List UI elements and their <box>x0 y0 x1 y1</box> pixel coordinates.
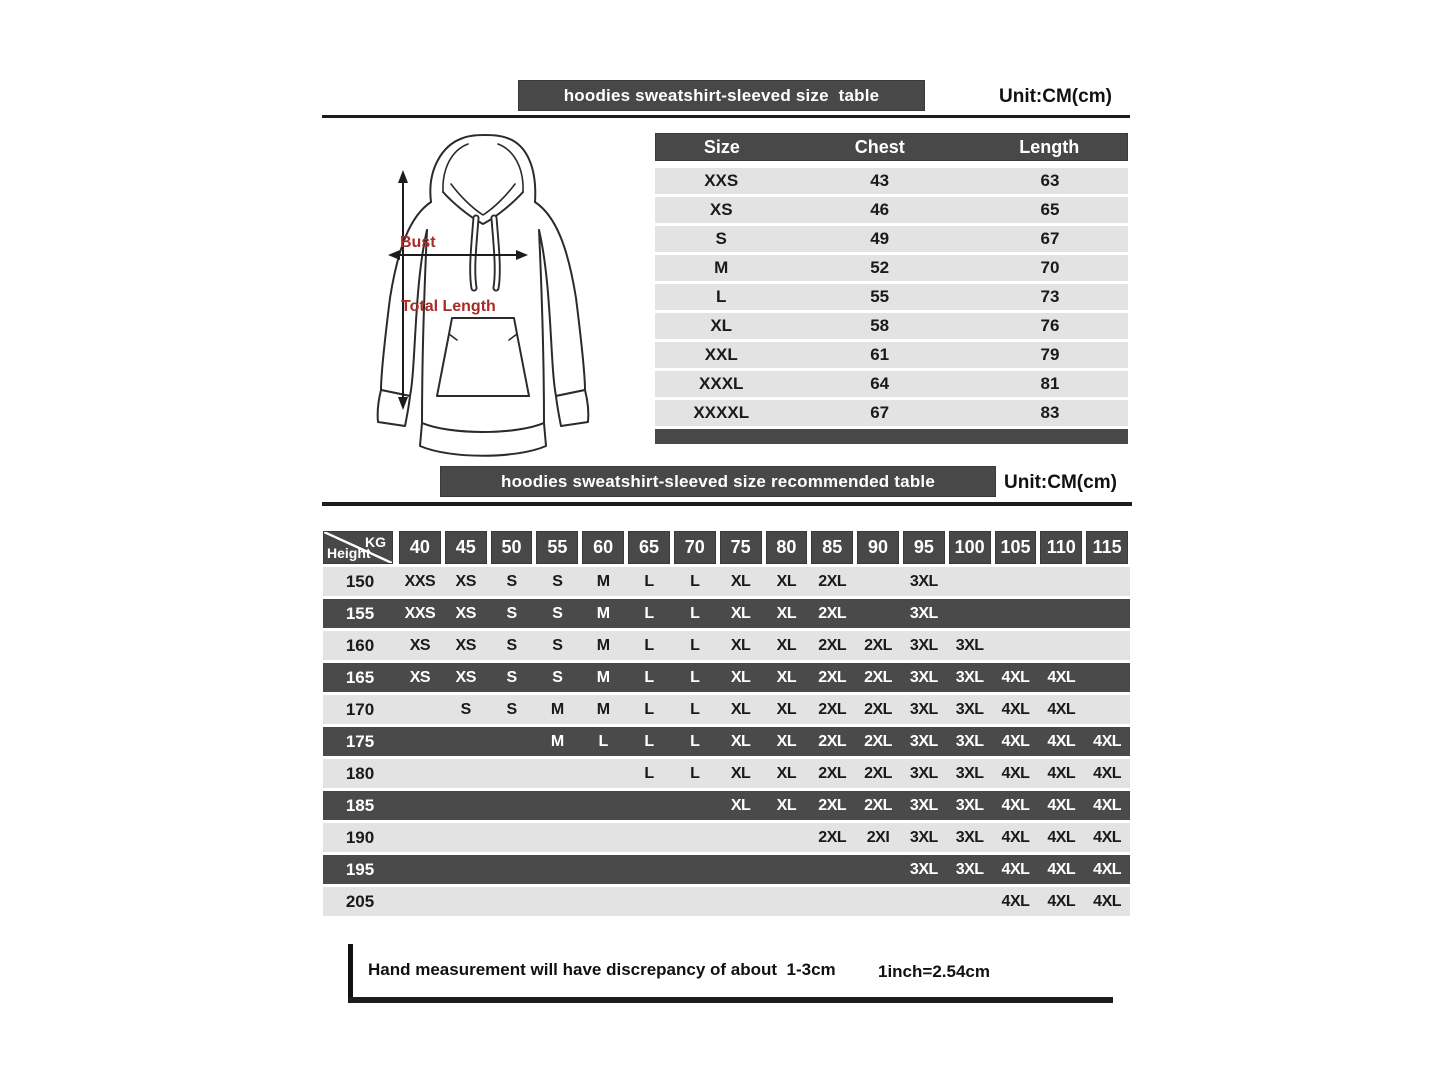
height-label: 195 <box>345 859 375 879</box>
size-recommendation-cell: 3XL <box>955 764 984 782</box>
size-recommendation-cell: 4XL <box>1093 796 1122 814</box>
size-recommendation-cell: 2XL <box>864 668 892 686</box>
size-recommendation-cell: 3XL <box>909 636 938 654</box>
size-table-row <box>655 168 1128 194</box>
size-recommendation-cell: XL <box>730 796 751 814</box>
size-recommendation-cell: 4XL <box>1047 860 1076 878</box>
size-recommendation-cell: M <box>596 572 610 590</box>
bust-label: Bust <box>400 234 436 251</box>
left-cuff <box>378 390 410 426</box>
size-recommendation-cell: S <box>506 604 517 622</box>
size-recommendation-cell: 3XL <box>955 796 984 814</box>
height-label: 165 <box>345 667 375 687</box>
size-recommendation-cell: 3XL <box>909 828 938 846</box>
size-recommendation-cell: S <box>552 604 563 622</box>
size-recommendation-cell: XL <box>776 764 797 782</box>
size-recommendation-cell: 4XL <box>1001 828 1030 846</box>
size-table-body <box>655 168 1128 426</box>
size-table-row <box>655 226 1128 252</box>
size-recommendation-cell: 3XL <box>909 732 938 750</box>
matrix-row <box>323 791 1130 820</box>
size-recommendation-cell: 2XL <box>864 796 892 814</box>
size-recommendation-cell: 3XL <box>955 860 984 878</box>
size-table-row <box>655 400 1128 426</box>
total-length-label: Total Length <box>401 298 496 315</box>
size-recommendation-cell: S <box>552 668 563 686</box>
size-recommendation-cell: XS <box>455 572 476 590</box>
size-recommendation-cell: 4XL <box>1001 668 1030 686</box>
size-recommendation-cell: L <box>690 572 700 590</box>
matrix-row <box>323 759 1130 788</box>
size-recommendation-cell: 3XL <box>955 668 984 686</box>
weight-header-cell: 90 <box>857 531 899 564</box>
size-table-cell-length: 76 <box>1040 316 1060 335</box>
weight-header-cell: 65 <box>628 531 670 564</box>
recommended-size-table <box>323 531 1130 919</box>
size-recommendation-cell: 2XL <box>818 572 847 590</box>
size-table <box>655 133 1128 444</box>
size-recommendation-cell: 4XL <box>1001 732 1030 750</box>
weight-header-cell: 60 <box>582 531 624 564</box>
size-recommendation-cell: 4XL <box>1047 828 1076 846</box>
size-recommendation-cell: 2XL <box>818 604 847 622</box>
matrix-row <box>323 567 1130 596</box>
size-recommendation-cell: S <box>506 636 517 654</box>
size-table-cell-size: XXXL <box>699 374 744 393</box>
size-recommendation-cell: 2XL <box>818 764 847 782</box>
weight-header-cell: 80 <box>766 531 808 564</box>
size-recommendation-cell: 4XL <box>1047 892 1076 910</box>
size-recommendation-cell: 3XL <box>909 604 938 622</box>
size-recommendation-cell: 2XL <box>818 828 847 846</box>
size-table-cell-chest: 61 <box>870 345 890 364</box>
size-recommendation-cell: 2XL <box>864 764 892 782</box>
size-recommendation-cell: S <box>506 572 517 590</box>
weight-header-cell: 105 <box>995 531 1037 564</box>
weight-header-cell: 100 <box>949 531 991 564</box>
size-recommendation-cell: S <box>552 636 563 654</box>
size-recommendation-cell: 2XL <box>818 636 847 654</box>
size-table-footer-bar <box>655 429 1128 444</box>
size-table-row <box>655 284 1128 310</box>
size-recommendation-cell: L <box>644 700 654 718</box>
size-table-row <box>655 255 1128 281</box>
height-label: 175 <box>345 731 375 751</box>
size-recommendation-cell: 2XL <box>818 796 847 814</box>
size-recommendation-cell: L <box>644 572 654 590</box>
inch-conversion-note: 1inch=2.54cm <box>878 962 990 981</box>
size-recommendation-cell: XL <box>776 604 797 622</box>
size-recommendation-cell: L <box>690 764 700 782</box>
size-recommendation-cell: 2XL <box>818 700 847 718</box>
height-label: 150 <box>345 571 375 591</box>
size-table-cell-length: 81 <box>1040 374 1060 393</box>
size-recommendation-cell: XL <box>776 668 797 686</box>
size-recommendation-cell: 2XL <box>818 668 847 686</box>
size-recommendation-cell: 2XI <box>866 828 890 846</box>
size-recommendation-cell: L <box>644 668 654 686</box>
divider-line-middle <box>322 502 1132 506</box>
height-label: 160 <box>345 635 375 655</box>
size-recommendation-cell: 4XL <box>1047 668 1076 686</box>
size-recommendation-cell: 4XL <box>1093 860 1122 878</box>
size-recommendation-cell: XL <box>730 572 751 590</box>
size-recommendation-cell: 3XL <box>955 636 984 654</box>
size-table-title: hoodies sweatshirt-sleeved size table <box>518 80 925 111</box>
size-recommendation-cell: L <box>690 700 700 718</box>
size-recommendation-cell: XL <box>776 732 797 750</box>
size-recommendation-cell: XL <box>730 700 751 718</box>
height-label: 170 <box>345 699 375 719</box>
size-recommendation-cell: L <box>598 732 608 750</box>
size-recommendation-cell: 3XL <box>955 700 984 718</box>
size-table-cell-chest: 55 <box>870 287 890 306</box>
size-table-cell-chest: 52 <box>870 258 890 277</box>
size-table-cell-size: S <box>715 229 727 248</box>
size-recommendation-cell: XL <box>730 732 751 750</box>
size-recommendation-cell: M <box>596 700 610 718</box>
size-table-cell-size: XXL <box>704 345 738 364</box>
size-recommendation-cell: L <box>690 604 700 622</box>
weight-header-cell: 85 <box>811 531 853 564</box>
weights-header <box>323 531 1130 564</box>
weight-header-cell: 95 <box>903 531 945 564</box>
size-recommendation-cell: XL <box>730 764 751 782</box>
weight-header-cell: 70 <box>674 531 716 564</box>
size-table-cell-chest: 43 <box>870 171 890 190</box>
hoodie-diagram <box>330 126 640 466</box>
weight-header-cell: 40 <box>399 531 441 564</box>
size-recommendation-cell: 2XL <box>864 732 892 750</box>
size-recommendation-cell: XL <box>776 572 797 590</box>
size-recommendation-cell: 2XL <box>864 636 892 654</box>
size-table-cell-length: 63 <box>1040 171 1060 190</box>
size-recommendation-cell: S <box>552 572 563 590</box>
size-recommendation-cell: 3XL <box>909 764 938 782</box>
size-recommendation-cell: XL <box>776 636 797 654</box>
size-column-header: Size <box>703 136 740 157</box>
size-recommendation-cell: 4XL <box>1093 764 1122 782</box>
size-recommendation-cell: 4XL <box>1047 796 1076 814</box>
size-recommendation-cell: 4XL <box>1001 700 1030 718</box>
size-table-cell-length: 70 <box>1040 258 1060 277</box>
size-recommendation-cell: M <box>550 732 564 750</box>
size-recommendation-cell: 4XL <box>1093 892 1122 910</box>
size-recommendation-cell: M <box>596 604 610 622</box>
size-recommendation-cell: L <box>644 636 654 654</box>
size-recommendation-cell: M <box>550 700 564 718</box>
size-recommendation-cell: 4XL <box>1047 732 1076 750</box>
size-recommendation-cell: 4XL <box>1001 860 1030 878</box>
matrix-row <box>323 823 1130 852</box>
size-recommendation-cell: L <box>644 604 654 622</box>
size-recommendation-cell: XS <box>455 604 476 622</box>
matrix-row <box>323 695 1130 724</box>
footer-left-bar <box>348 944 353 1003</box>
size-recommendation-cell: L <box>644 732 654 750</box>
size-recommendation-cell: 4XL <box>1093 828 1122 846</box>
size-table-cell-length: 79 <box>1040 345 1060 364</box>
weight-header-cell: 45 <box>445 531 487 564</box>
size-recommendation-cell: 3XL <box>909 700 938 718</box>
size-recommendation-cell: S <box>460 700 471 718</box>
size-recommendation-cell: 3XL <box>955 828 984 846</box>
size-recommendation-cell: 3XL <box>909 796 938 814</box>
size-recommendation-cell: XL <box>730 636 751 654</box>
size-recommendation-cell: 4XL <box>1001 764 1030 782</box>
height-label: 190 <box>345 827 375 847</box>
size-table-cell-size: L <box>716 287 727 306</box>
size-table-cell-chest: 67 <box>870 403 890 422</box>
matrix-row <box>323 663 1130 692</box>
chest-column-header: Chest <box>854 136 905 157</box>
size-recommendation-cell: L <box>644 764 654 782</box>
size-table-header <box>655 133 1128 161</box>
height-label: 185 <box>345 795 375 815</box>
size-table-cell-length: 73 <box>1040 287 1060 306</box>
size-table-row <box>655 197 1128 223</box>
size-recommendation-cell: L <box>690 732 700 750</box>
height-label: 180 <box>345 763 375 783</box>
size-table-cell-size: M <box>714 258 729 277</box>
matrix-row <box>323 631 1130 660</box>
recommended-table-title: hoodies sweatshirt-sleeved size recommended table <box>440 466 996 497</box>
size-recommendation-cell: 3XL <box>909 572 938 590</box>
size-table-cell-size: XS <box>709 200 733 219</box>
weight-header-cell: 110 <box>1040 531 1082 564</box>
size-recommendation-cell: S <box>506 668 517 686</box>
size-recommendation-cell: 3XL <box>955 732 984 750</box>
size-recommendation-cell: M <box>596 636 610 654</box>
size-table-cell-length: 65 <box>1040 200 1060 219</box>
size-recommendation-cell: XL <box>730 604 751 622</box>
matrix-row <box>323 727 1130 756</box>
size-recommendation-cell: L <box>690 636 700 654</box>
hoodie-drawing-svg <box>330 126 640 466</box>
size-recommendation-cell: 4XL <box>1047 700 1076 718</box>
matrix-row <box>323 887 1130 916</box>
matrix-body <box>323 567 1130 916</box>
height-label: 205 <box>345 891 375 911</box>
size-table-cell-chest: 49 <box>870 229 890 248</box>
size-recommendation-cell: 2XL <box>864 700 892 718</box>
size-recommendation-cell: XL <box>776 796 797 814</box>
height-label-corner: Height <box>327 545 371 561</box>
size-recommendation-cell: S <box>506 700 517 718</box>
footer-bottom-bar <box>348 997 1113 1003</box>
size-table-cell-length: 83 <box>1040 403 1060 422</box>
size-recommendation-cell: XS <box>409 636 431 654</box>
size-table-cell-chest: 46 <box>870 200 890 219</box>
weight-header-cell: 115 <box>1086 531 1128 564</box>
kg-label: KG <box>365 534 386 550</box>
size-table-cell-chest: 64 <box>870 374 890 393</box>
size-recommendation-cell: 4XL <box>1093 732 1122 750</box>
size-recommendation-cell: 4XL <box>1047 764 1076 782</box>
matrix-row <box>323 855 1130 884</box>
weight-header-cell: 50 <box>491 531 533 564</box>
size-recommendation-cell: 4XL <box>1001 892 1030 910</box>
size-table-row <box>655 313 1128 339</box>
size-recommendation-cell: M <box>596 668 610 686</box>
kg-height-corner-cell <box>323 531 393 564</box>
pocket <box>437 318 529 396</box>
right-cuff <box>556 390 588 426</box>
size-recommendation-cell: L <box>690 668 700 686</box>
size-recommendation-cell: 3XL <box>909 860 938 878</box>
size-recommendation-cell: XL <box>730 668 751 686</box>
size-table-cell-chest: 58 <box>870 316 890 335</box>
size-table-cell-size: XL <box>710 316 733 335</box>
size-table-row <box>655 342 1128 368</box>
size-table-cell-size: XXXXL <box>693 403 750 422</box>
size-recommendation-cell: XS <box>455 668 476 686</box>
size-recommendation-cell: XXS <box>404 604 436 622</box>
size-recommendation-cell: XS <box>455 636 476 654</box>
measurement-note: Hand measurement will have discrepancy of about 1-3cm <box>368 960 836 979</box>
weight-header-cell: 55 <box>536 531 578 564</box>
size-table-unit: Unit:CM(cm) <box>999 86 1112 107</box>
weight-header-cell: 75 <box>720 531 762 564</box>
recommended-table-unit: Unit:CM(cm) <box>1004 472 1117 493</box>
size-table-cell-size: XXS <box>704 171 739 190</box>
divider-line-top <box>322 115 1130 118</box>
size-recommendation-cell: 4XL <box>1001 796 1030 814</box>
matrix-row <box>323 599 1130 628</box>
size-recommendation-cell: XS <box>409 668 431 686</box>
length-column-header: Length <box>1019 136 1080 157</box>
size-recommendation-cell: XXS <box>404 572 436 590</box>
size-recommendation-cell: 3XL <box>909 668 938 686</box>
size-table-cell-length: 67 <box>1040 229 1060 248</box>
size-table-row <box>655 371 1128 397</box>
size-recommendation-cell: 2XL <box>818 732 847 750</box>
size-recommendation-cell: XL <box>776 700 797 718</box>
height-label: 155 <box>345 603 375 623</box>
